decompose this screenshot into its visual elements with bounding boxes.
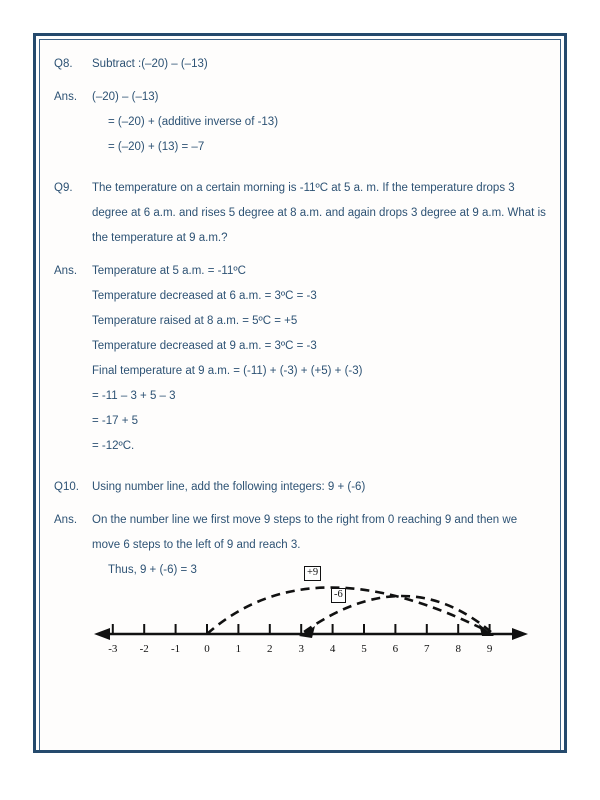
number-line-ticks [108, 624, 493, 655]
question-text-container-q9 [92, 176, 546, 251]
question-text-q8: Subtract :(–20) – (–13) [92, 58, 208, 70]
answer-line: On the number line we first move 9 steps to the right from 0 reaching 9 and then we move 6 steps to the left of 9 and reach 3. [92, 514, 518, 551]
question-block-q9 [54, 176, 546, 459]
number-line-tick-label: 2 [267, 643, 273, 655]
answer-label-q9: Ans. [54, 265, 78, 277]
answer-line: Final temperature at 9 a.m. = (-11) + (-3) + (+5) + (-3) [92, 365, 363, 377]
answer-line: = (–20) + (additive inverse of -13) [108, 116, 279, 128]
question-text-container-q10 [92, 475, 546, 500]
step-label-minus-six: -6 [331, 588, 346, 603]
question-block-q8 [54, 52, 546, 160]
answer-lines-q9 [92, 259, 546, 459]
answer-line: Temperature decreased at 6 a.m. = 3ºC = -3 [92, 290, 317, 302]
question-text-q10: Using number line, add the following integers: 9 + (-6) [92, 481, 366, 493]
answer-row-q8 [54, 85, 546, 160]
number-line-tick-label: 8 [455, 643, 461, 655]
question-text-q9: The temperature on a certain morning is -11ºC at 5 a. m. If the temperature drops 3 degree at 6 a.m. and rises 5 degree at 8 a.m. and again drops 3 degree at 9 a.m. What is the temperature at 9 a.m.? [92, 182, 546, 244]
number-line-tick-label: 4 [329, 643, 336, 655]
number-line-tick-label: 7 [424, 643, 430, 655]
question-row-q9 [54, 176, 546, 251]
question-text-container-q8 [92, 52, 546, 77]
question-row-q8 [54, 52, 546, 77]
answer-line: Thus, 9 + (-6) = 3 [108, 564, 197, 576]
answer-line: = (–20) + (13) = –7 [108, 141, 205, 153]
step-label-plus-nine: +9 [304, 566, 321, 581]
arc-plus-nine [207, 587, 494, 636]
answer-line: Temperature raised at 8 a.m. = 5ºC = +5 [92, 315, 298, 327]
number-line-tick-label: -1 [171, 643, 181, 655]
number-line-tick-label: -2 [139, 643, 149, 655]
page-border-inner [39, 39, 561, 750]
number-line-tick-label: -3 [108, 643, 118, 655]
answer-lines-q8 [92, 85, 546, 160]
answer-label-q8: Ans. [54, 91, 78, 103]
question-row-q10 [54, 475, 546, 500]
worksheet-content [40, 40, 560, 750]
answer-line: = -12ºC. [92, 440, 135, 452]
number-line-tick-label: 1 [235, 643, 242, 655]
answer-line: = -11 – 3 + 5 – 3 [92, 390, 176, 402]
answer-label-q10: Ans. [54, 514, 78, 526]
answer-line: Temperature at 5 a.m. = -11ºC [92, 265, 246, 277]
number-line-tick-label: 3 [298, 643, 304, 655]
answer-line: = -17 + 5 [92, 415, 139, 427]
page-border-outer [33, 33, 567, 753]
answer-line: (–20) – (–13) [92, 91, 159, 103]
number-line-tick-label: 9 [486, 643, 493, 655]
number-line-figure [54, 548, 546, 668]
answer-row-q9 [54, 259, 546, 459]
axis-arrow-right-icon [512, 628, 528, 640]
question-label-q9: Q9. [54, 182, 73, 194]
number-line-tick-label: 0 [204, 643, 210, 655]
answer-line: Temperature decreased at 9 a.m. = 3ºC = -3 [92, 340, 317, 352]
axis-arrow-left-icon [94, 628, 110, 640]
question-label-q8: Q8. [54, 58, 73, 70]
number-line-tick-label: 6 [392, 643, 399, 655]
question-label-q10: Q10. [54, 481, 79, 493]
number-line-tick-label: 5 [361, 643, 367, 655]
